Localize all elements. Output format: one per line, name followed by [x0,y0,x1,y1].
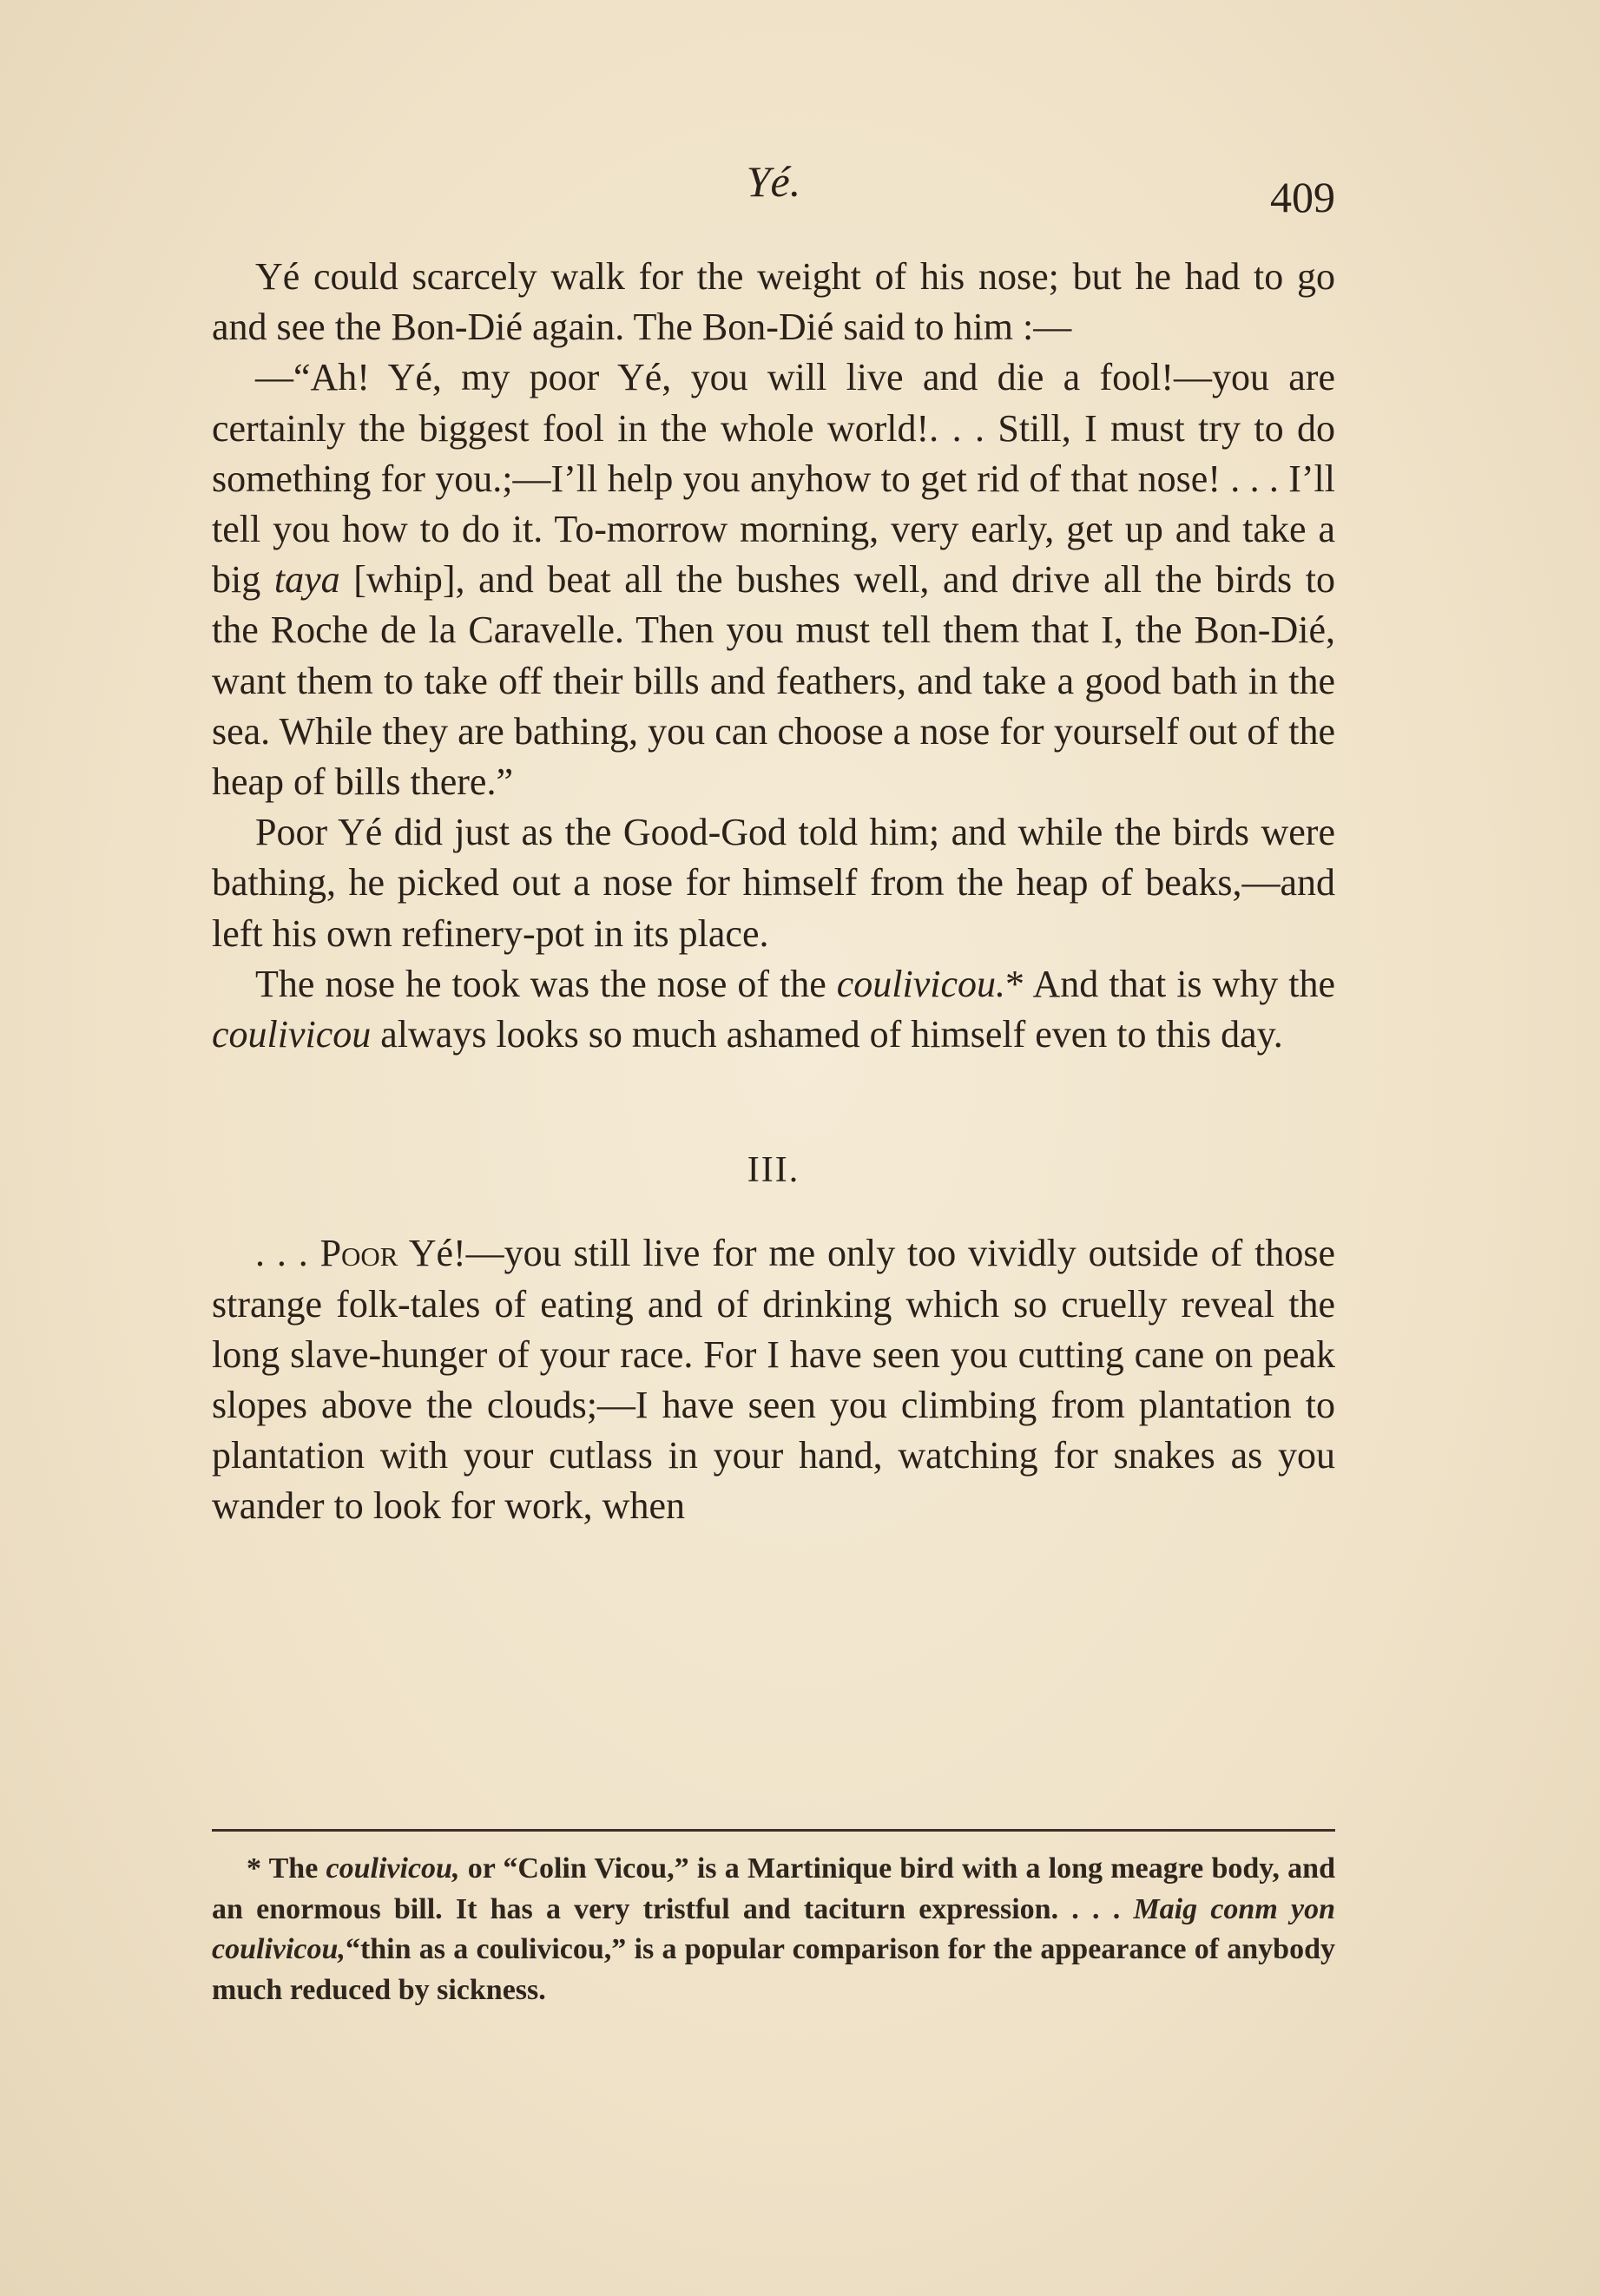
paragraph-4 [212,959,1335,1060]
body-text [212,252,1335,1532]
word-coulivicou-1: coulivicou. [836,962,1005,1005]
paragraph-3: Poor Yé did just as the Good-God told him; and while the birds were bathing, he picked out a nose for himself from the heap of beaks,—and left his own refinery-pot in its place. [212,811,1335,955]
word-coulivicou-2: coulivicou [212,1013,372,1056]
footnote-paragraph [212,1849,1335,2010]
paragraph-5-rest: Yé!—you still live for me only too vividly outside of those strange folk-tales of eating and of drinking which so cruelly reveal the long slave-hunger of your race. For I have seen you cutting cane on peak slopes above the clouds;—I have seen you climbing from plantation to plantation with your cutlass in your hand, watching for snakes as you wander to look for work, when [212,1232,1336,1528]
paragraph-5-lead: . . . [255,1232,320,1275]
paragraph-1: Yé could scarcely walk for the weight of his nose; but he had to go and see the Bon-Dié again. The Bon-Dié said to him :— [212,255,1335,349]
footnote-rule [212,1829,1335,1832]
footnote [212,1849,1335,2010]
paragraph-2-text-a: —“Ah! Yé, my poor Yé, you will live and die a fool!—you are certainly the biggest fool in the whole world!. . . Still, I must try to do something for you.;—I’ll help you anyhow to get rid of that nose! . . . I’ll tell you how to do it. To-morrow morning, very early, get up and take a big [212,356,1335,602]
paragraph-4-text-c: always looks so much ashamed of himself even to this day. [371,1013,1283,1056]
paragraph-4-text-b: * And that is why the [1004,962,1335,1005]
paragraph-2-text-b: [whip], and beat all the bushes well, and drive all the birds to the Roche de la Caravelle. Then you must tell them that I, the Bon-Dié, want them to take off their bills and feathers, and take a good bath in the sea. While they are bathing, you can choose a nose for yourself out of the heap of bills there.” [212,558,1335,804]
section-heading: III. [747,1150,800,1191]
paragraph-5 [212,1228,1335,1531]
word-taya: taya [273,558,340,602]
footnote-text-a: * The [247,1852,326,1885]
footnote-text-b: or “Colin Vicou,” is a Martinique bird with a long meagre body, and an enormous bill. It has a very tristful and taciturn expression. . . . [212,1852,1335,1925]
paragraph-4-text-a: The nose he took was the nose of the [255,962,837,1005]
paragraph-2 [212,352,1335,807]
running-head [212,156,1335,226]
running-title: Yé. [746,157,801,206]
footnote-text-c: “thin as a coulivicou,” is a popular comparison for the appearance of anybody much reduced by sickness. [212,1933,1335,2006]
footnote-creole-phrase: Maig conm yon coulivicou, [212,1892,1336,1965]
footnote-coulivicou: coulivicou, [326,1852,460,1885]
paragraph-5-poor: Poor [319,1232,398,1275]
page-number: 409 [1270,173,1335,221]
